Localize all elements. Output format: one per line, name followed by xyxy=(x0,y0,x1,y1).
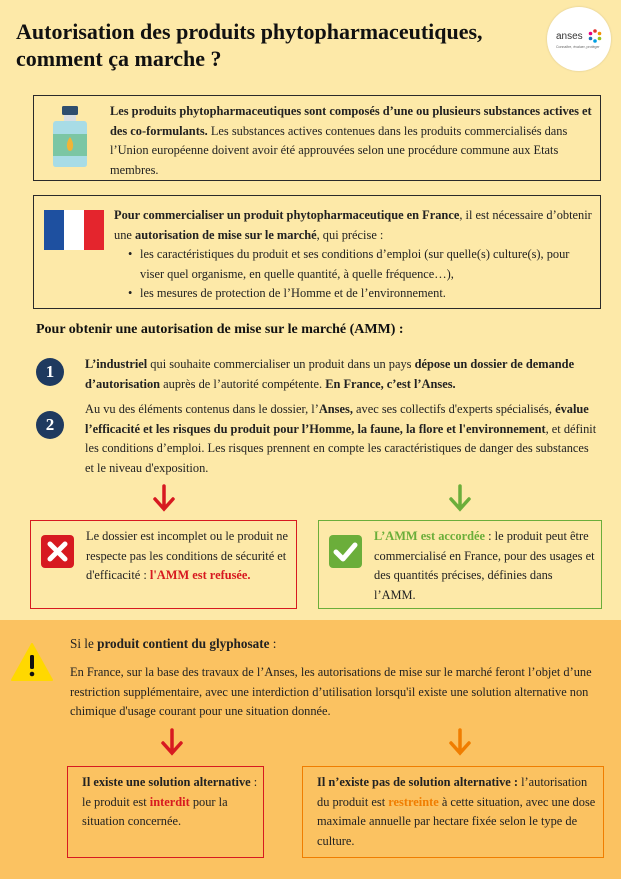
step-2-text xyxy=(85,400,600,478)
intro-bold: Les produits phytopharmaceutiques sont composés d’une ou plusieurs substances actives et des co-formulants. xyxy=(110,104,592,138)
step-1-bold2: dépose un dossier de demande d’autorisation xyxy=(85,357,575,391)
step-1-text1: qui souhaite commercialiser un produit dans un pays xyxy=(147,357,415,371)
alt-none-t2: à cette situation, avec une dose maximale annuelle par hectare fixée selon le type de culture. xyxy=(317,794,596,848)
gly-suffix: : xyxy=(269,636,277,651)
alt-exists-t1: : le produit est xyxy=(82,775,258,809)
refused-highlight: l'AMM est refusée. xyxy=(149,568,251,582)
amm-granted-box xyxy=(318,520,602,609)
gly-prefix: Si le xyxy=(70,636,98,651)
refused-text xyxy=(86,527,291,586)
gly-bold: produit contient du glyphosate xyxy=(97,636,270,651)
france-box xyxy=(33,195,601,309)
glyphosate-text: En France, sur la base des travaux de l’Anses, les autorisations de mise sur le marché feront l’objet d’une restriction supplémentaire, avec une interdiction d’utilisation lorsqu'il existe une solution alternative non chimique d'usage courant pour une situation donnée. xyxy=(70,665,592,718)
intro-rest: Les substances actives contenues dans les produits commercialisés dans l’Union européenne doivent avoir été approuvées selon une procédure commune aux Etats membres. xyxy=(110,123,568,177)
cross-icon xyxy=(41,535,74,568)
red-arrow-down-icon xyxy=(152,484,176,512)
orange-arrow-down-icon xyxy=(448,728,472,756)
alt-exists-bold: Il existe une solution alternative xyxy=(82,775,251,789)
no-alternative-box xyxy=(302,766,604,858)
product-bottle-icon xyxy=(50,106,90,168)
alt-none-highlight: restreinte xyxy=(388,794,439,809)
granted-text xyxy=(374,527,596,605)
section-title: Pour obtenir une autorisation de mise sur le marché (AMM) : xyxy=(36,322,404,337)
intro-box xyxy=(33,95,601,181)
step-2-text1: Au vu des éléments contenus dans le dossier, l’ xyxy=(85,402,319,416)
french-flag-icon xyxy=(44,210,104,250)
step-1-text xyxy=(85,355,600,394)
alt-none-t1: l’autorisation du produit est xyxy=(317,775,588,809)
france-bold2: autorisation de mise sur le marché xyxy=(135,227,317,242)
france-text xyxy=(114,206,596,304)
alt-none-bold: Il n’existe pas de solution alternative : xyxy=(317,775,518,789)
france-bold1: Pour commercialiser un produit phytopharmaceutique en France xyxy=(114,208,460,222)
alternative-exists-box xyxy=(67,766,264,858)
step-2-bold1: Anses, xyxy=(318,402,353,416)
step-1-text2: auprès de l’autorité compétente. xyxy=(160,376,326,391)
anses-logo xyxy=(547,7,611,71)
france-text1: , il est nécessaire d’obtenir une xyxy=(114,208,592,242)
step-1-bold1: L’industriel xyxy=(85,357,148,371)
logo-tagline: Connaître, évaluer, protéger xyxy=(556,45,600,49)
refused-main: Le dossier est incomplet ou le produit ne respecte pas les conditions de sécurité et d'efficacité : xyxy=(86,529,288,582)
france-text2: , qui précise : xyxy=(316,227,384,242)
alt-exists-text xyxy=(82,773,258,832)
alt-exists-t2: pour la situation concernée. xyxy=(82,794,228,828)
red-arrow-down-icon xyxy=(160,728,184,756)
france-bullets xyxy=(140,245,596,304)
step-2-text3: , et définit les conditions d’emploi. Les risques prennent en compte les caractéristiques de danger des substances et le niveau d'exposition. xyxy=(85,421,597,475)
logo-ring-icon xyxy=(588,29,602,43)
glyphosate-title xyxy=(70,634,276,654)
page-title: Autorisation des produits phytopharmaceutiques, comment ça marche ? xyxy=(16,19,483,71)
step-2-text2: avec ses collectifs d'experts spécialisés, xyxy=(352,402,556,416)
alt-none-text xyxy=(317,773,601,851)
green-arrow-down-icon xyxy=(448,484,472,512)
list-item: • les mesures de protection de l’Homme et de l’environnement. xyxy=(140,284,596,304)
check-icon xyxy=(329,535,362,568)
step-2-number: 2 xyxy=(36,411,64,439)
step-1-bold3: En France, c’est l’Anses. xyxy=(325,376,456,391)
logo-name: anses xyxy=(556,31,583,42)
warning-icon xyxy=(10,642,54,682)
granted-main: : le produit peut être commercialisé en France, pour des usages et des quantités précises, définies dans l’AMM. xyxy=(374,529,595,602)
step-2-bold2: évalue l’efficacité et les risques du produit pour l’Homme, la faune, la flore et l'environnement xyxy=(85,402,589,436)
list-item: • les caractéristiques du produit et ses conditions d’emploi (sur quelle(s) culture(s), pour viser quel organisme, en quelle quantité, à quelle fréquence…), xyxy=(140,245,596,284)
granted-highlight: L’AMM est accordée xyxy=(374,529,486,543)
intro-text xyxy=(110,102,594,180)
alt-exists-highlight: interdit xyxy=(149,794,190,809)
step-1-number: 1 xyxy=(36,358,64,386)
amm-refused-box xyxy=(30,520,297,609)
